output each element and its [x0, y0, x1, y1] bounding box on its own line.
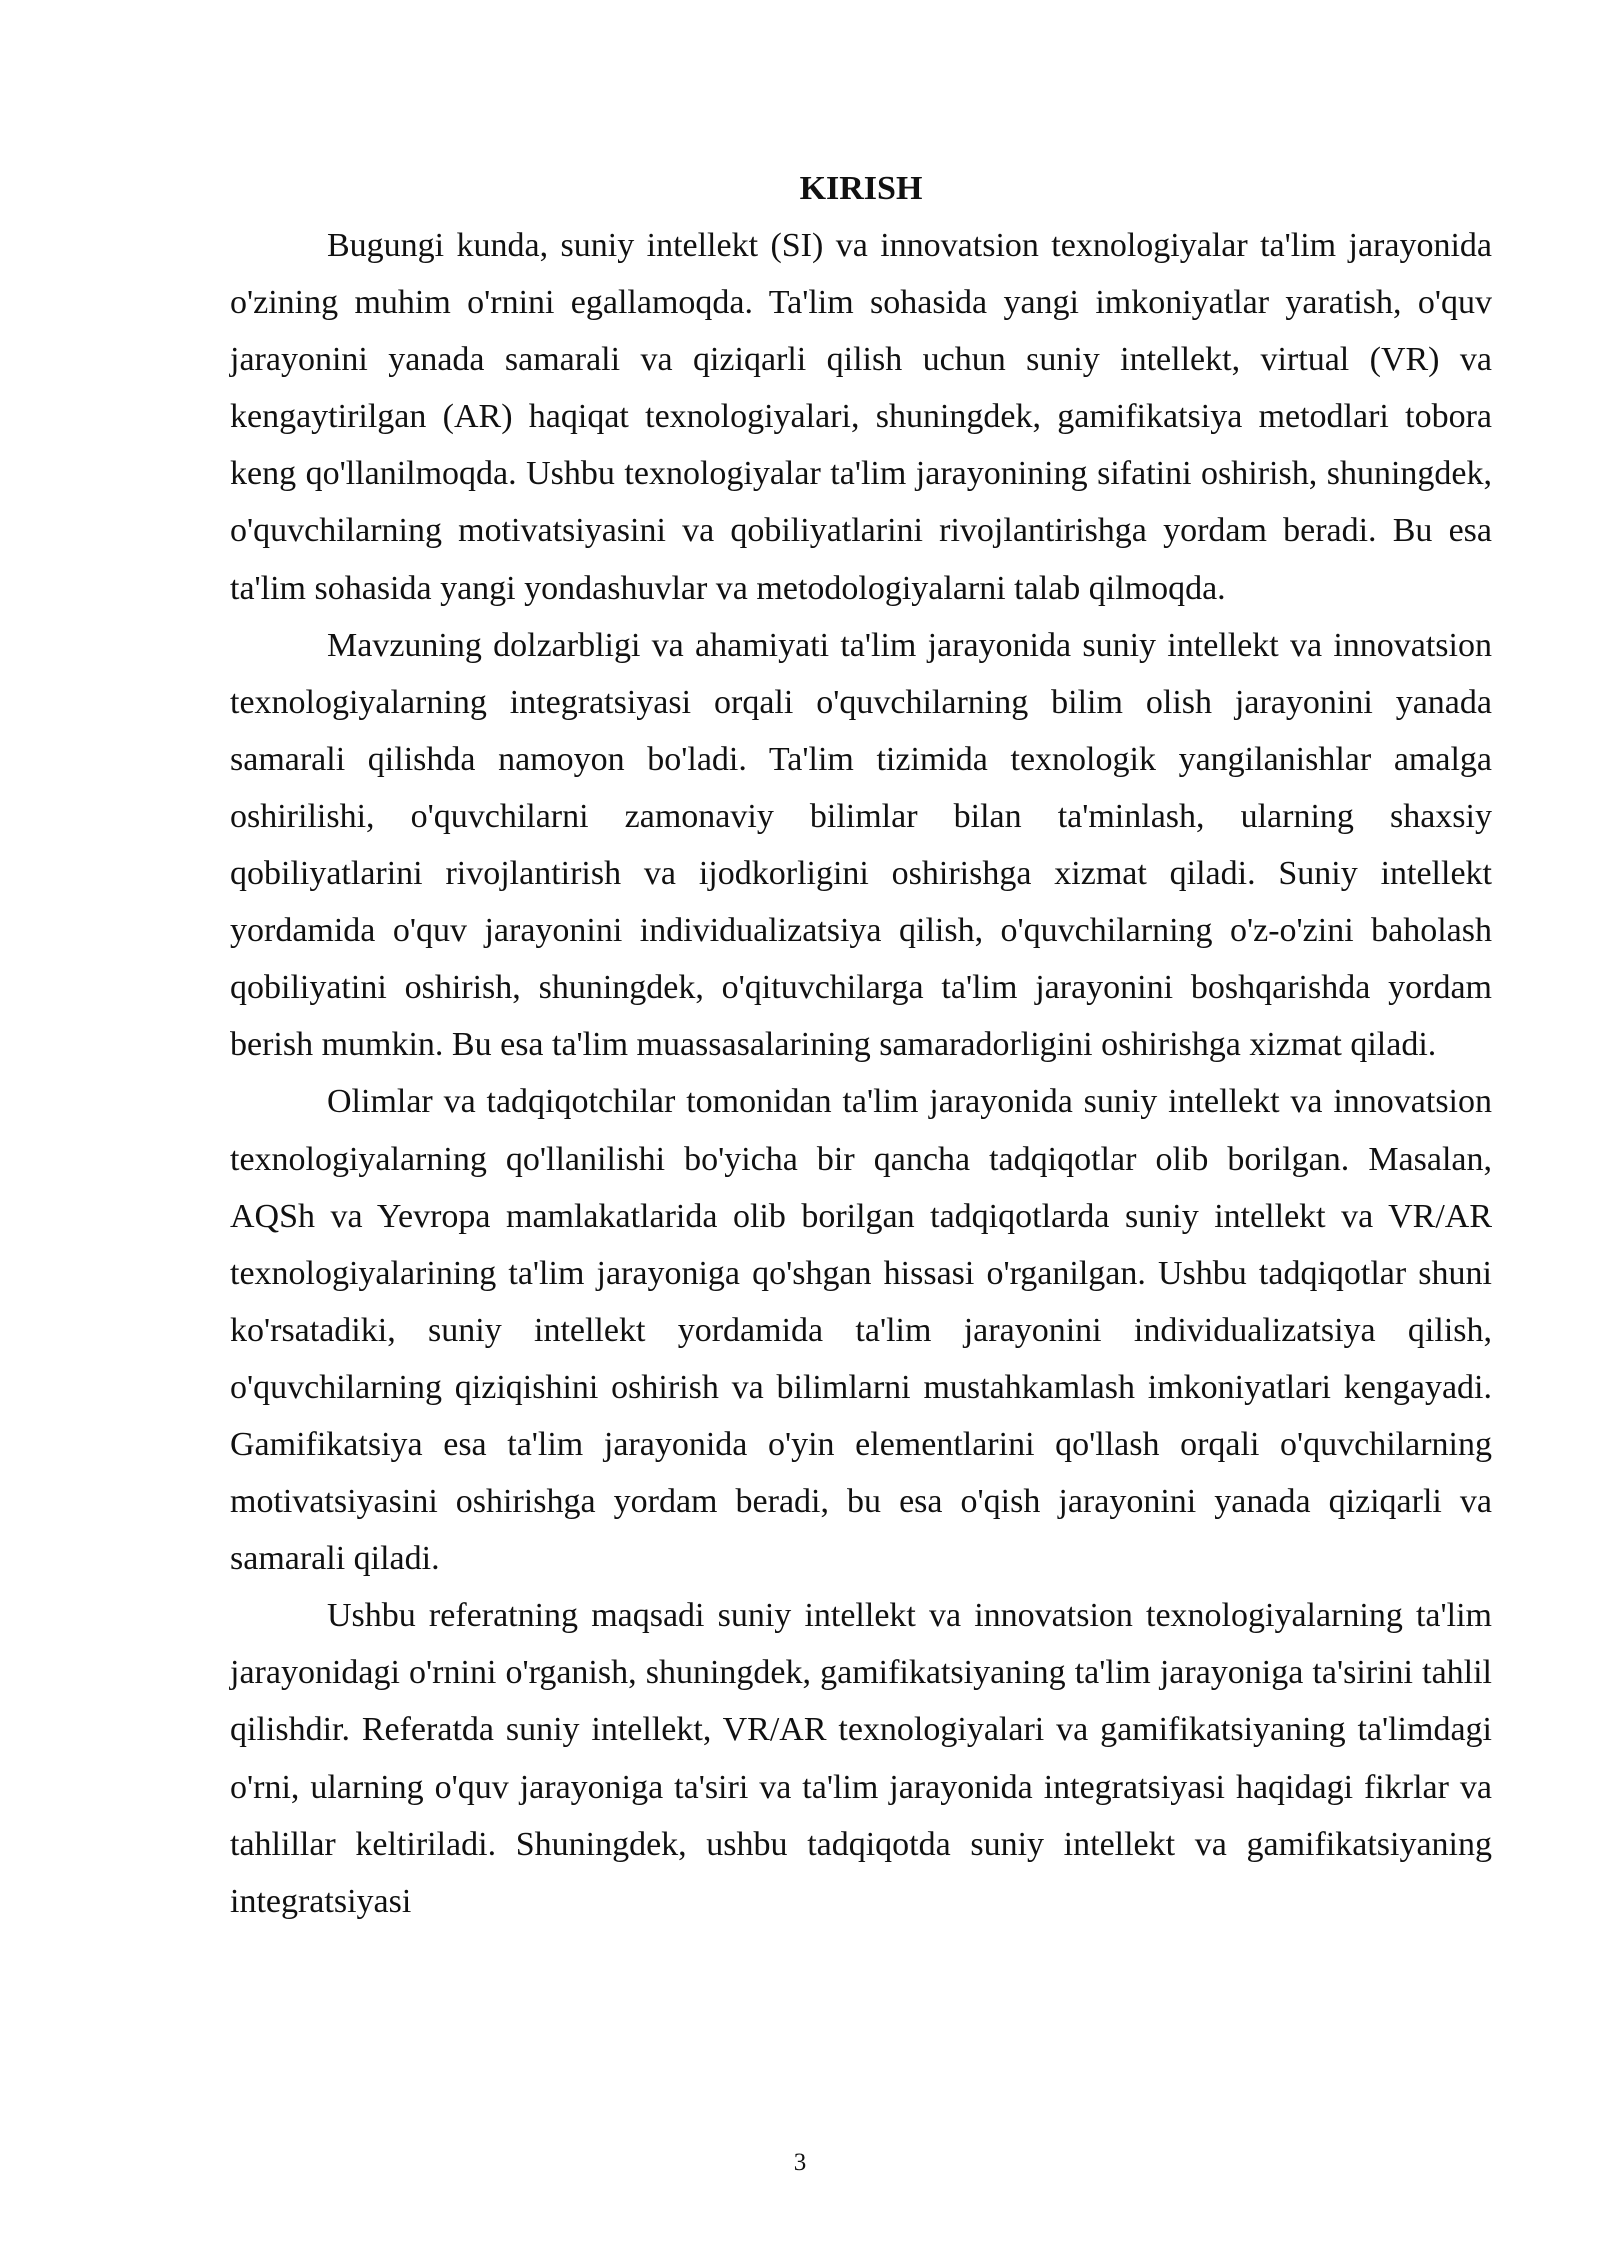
- paragraph-purpose: Ushbu referatning maqsadi suniy intellekt va innovatsion texnologiyalarning ta'lim jarayonidagi o'rnini o'rganish, shuningdek, gamifikatsiyaning ta'lim jarayoniga ta'sirini tahlil qilishdir. Referatda suniy intellekt, VR/AR texnologiyalari va gamifikatsiyaning ta'limdagi o'rni, ularning o'quv jarayoniga ta'siri va ta'lim jarayonida integratsiyasi haqidagi fikrlar va tahlillar keltiriladi. Shuningdek, ushbu tadqiqotda suniy intellekt va gamifikatsiyaning integratsiyasi: [230, 1597, 1492, 1920]
- page-number: 3: [793, 2149, 807, 2176]
- paragraph-introduction: Bugungi kunda, suniy intellekt (SI) va innovatsion texnologiyalar ta'lim jarayonida o'zining muhim o'rnini egallamoqda. Ta'lim sohasida yangi imkoniyatlar yaratish, o'quv jarayonini yanada samarali va qiziqarli qilish uchun suniy intellekt, virtual (VR) va kengaytirilgan (AR) haqiqat texnologiyalari, shuningdek, gamifikatsiya metodlari tobora keng qo'llanilmoqda. Ushbu texnologiyalar ta'lim jarayonining sifatini oshirish, shuningdek, o'quvchilarning motivatsiyasini va qobiliyatlarini rivojlantirishga yordam beradi. Bu esa ta'lim sohasida yangi yondashuvlar va metodologiyalarni talab qilmoqda.: [230, 227, 1492, 607]
- paragraph-research: Olimlar va tadqiqotchilar tomonidan ta'lim jarayonida suniy intellekt va innovatsion texnologiyalarning qo'llanilishi bo'yicha bir qancha tadqiqotlar olib borilgan. Masalan, AQSh va Yevropa mamlakatlarida olib borilgan tadqiqotlarda suniy intellekt va VR/AR texnologiyalarining ta'lim jarayoniga qo'shgan hissasi o'rganilgan. Ushbu tadqiqotlar shuni ko'rsatadiki, suniy intellekt yordamida ta'lim jarayonini individualizatsiya qilish, o'quvchilarning qiziqishini oshirish va bilimlarni mustahkamlash imkoniyatlari kengayadi. Gamifikatsiya esa ta'lim jarayonida o'yin elementlarini qo'llash orqali o'quvchilarning motivatsiyasini oshirishga yordam beradi, bu esa o'qish jarayonini yanada qiziqarli va samarali qiladi.: [230, 1083, 1492, 1578]
- paragraph-relevance: Mavzuning dolzarbligi va ahamiyati ta'lim jarayonida suniy intellekt va innovatsion texnologiyalarning integratsiyasi orqali o'quvchilarning bilim olish jarayonini yanada samarali qilishda namoyon bo'ladi. Ta'lim tizimida texnologik yangilanishlar amalga oshirilishi, o'quvchilarni zamonaviy bilimlar bilan ta'minlash, ularning shaxsiy qobiliyatlarini rivojlantirish va ijodkorligini oshirishga xizmat qiladi. Suniy intellekt yordamida o'quv jarayonini individualizatsiya qilish, o'quvchilarning o'z-o'zini baholash qobiliyatini oshirish, shuningdek, o'qituvchilarga ta'lim jarayonini boshqarishda yordam berish mumkin. Bu esa ta'lim muassasalarining samaradorligini oshirishga xizmat qiladi.: [230, 626, 1492, 1064]
- document-page: [230, 160, 1492, 1930]
- page-title: KIRISH: [799, 170, 923, 207]
